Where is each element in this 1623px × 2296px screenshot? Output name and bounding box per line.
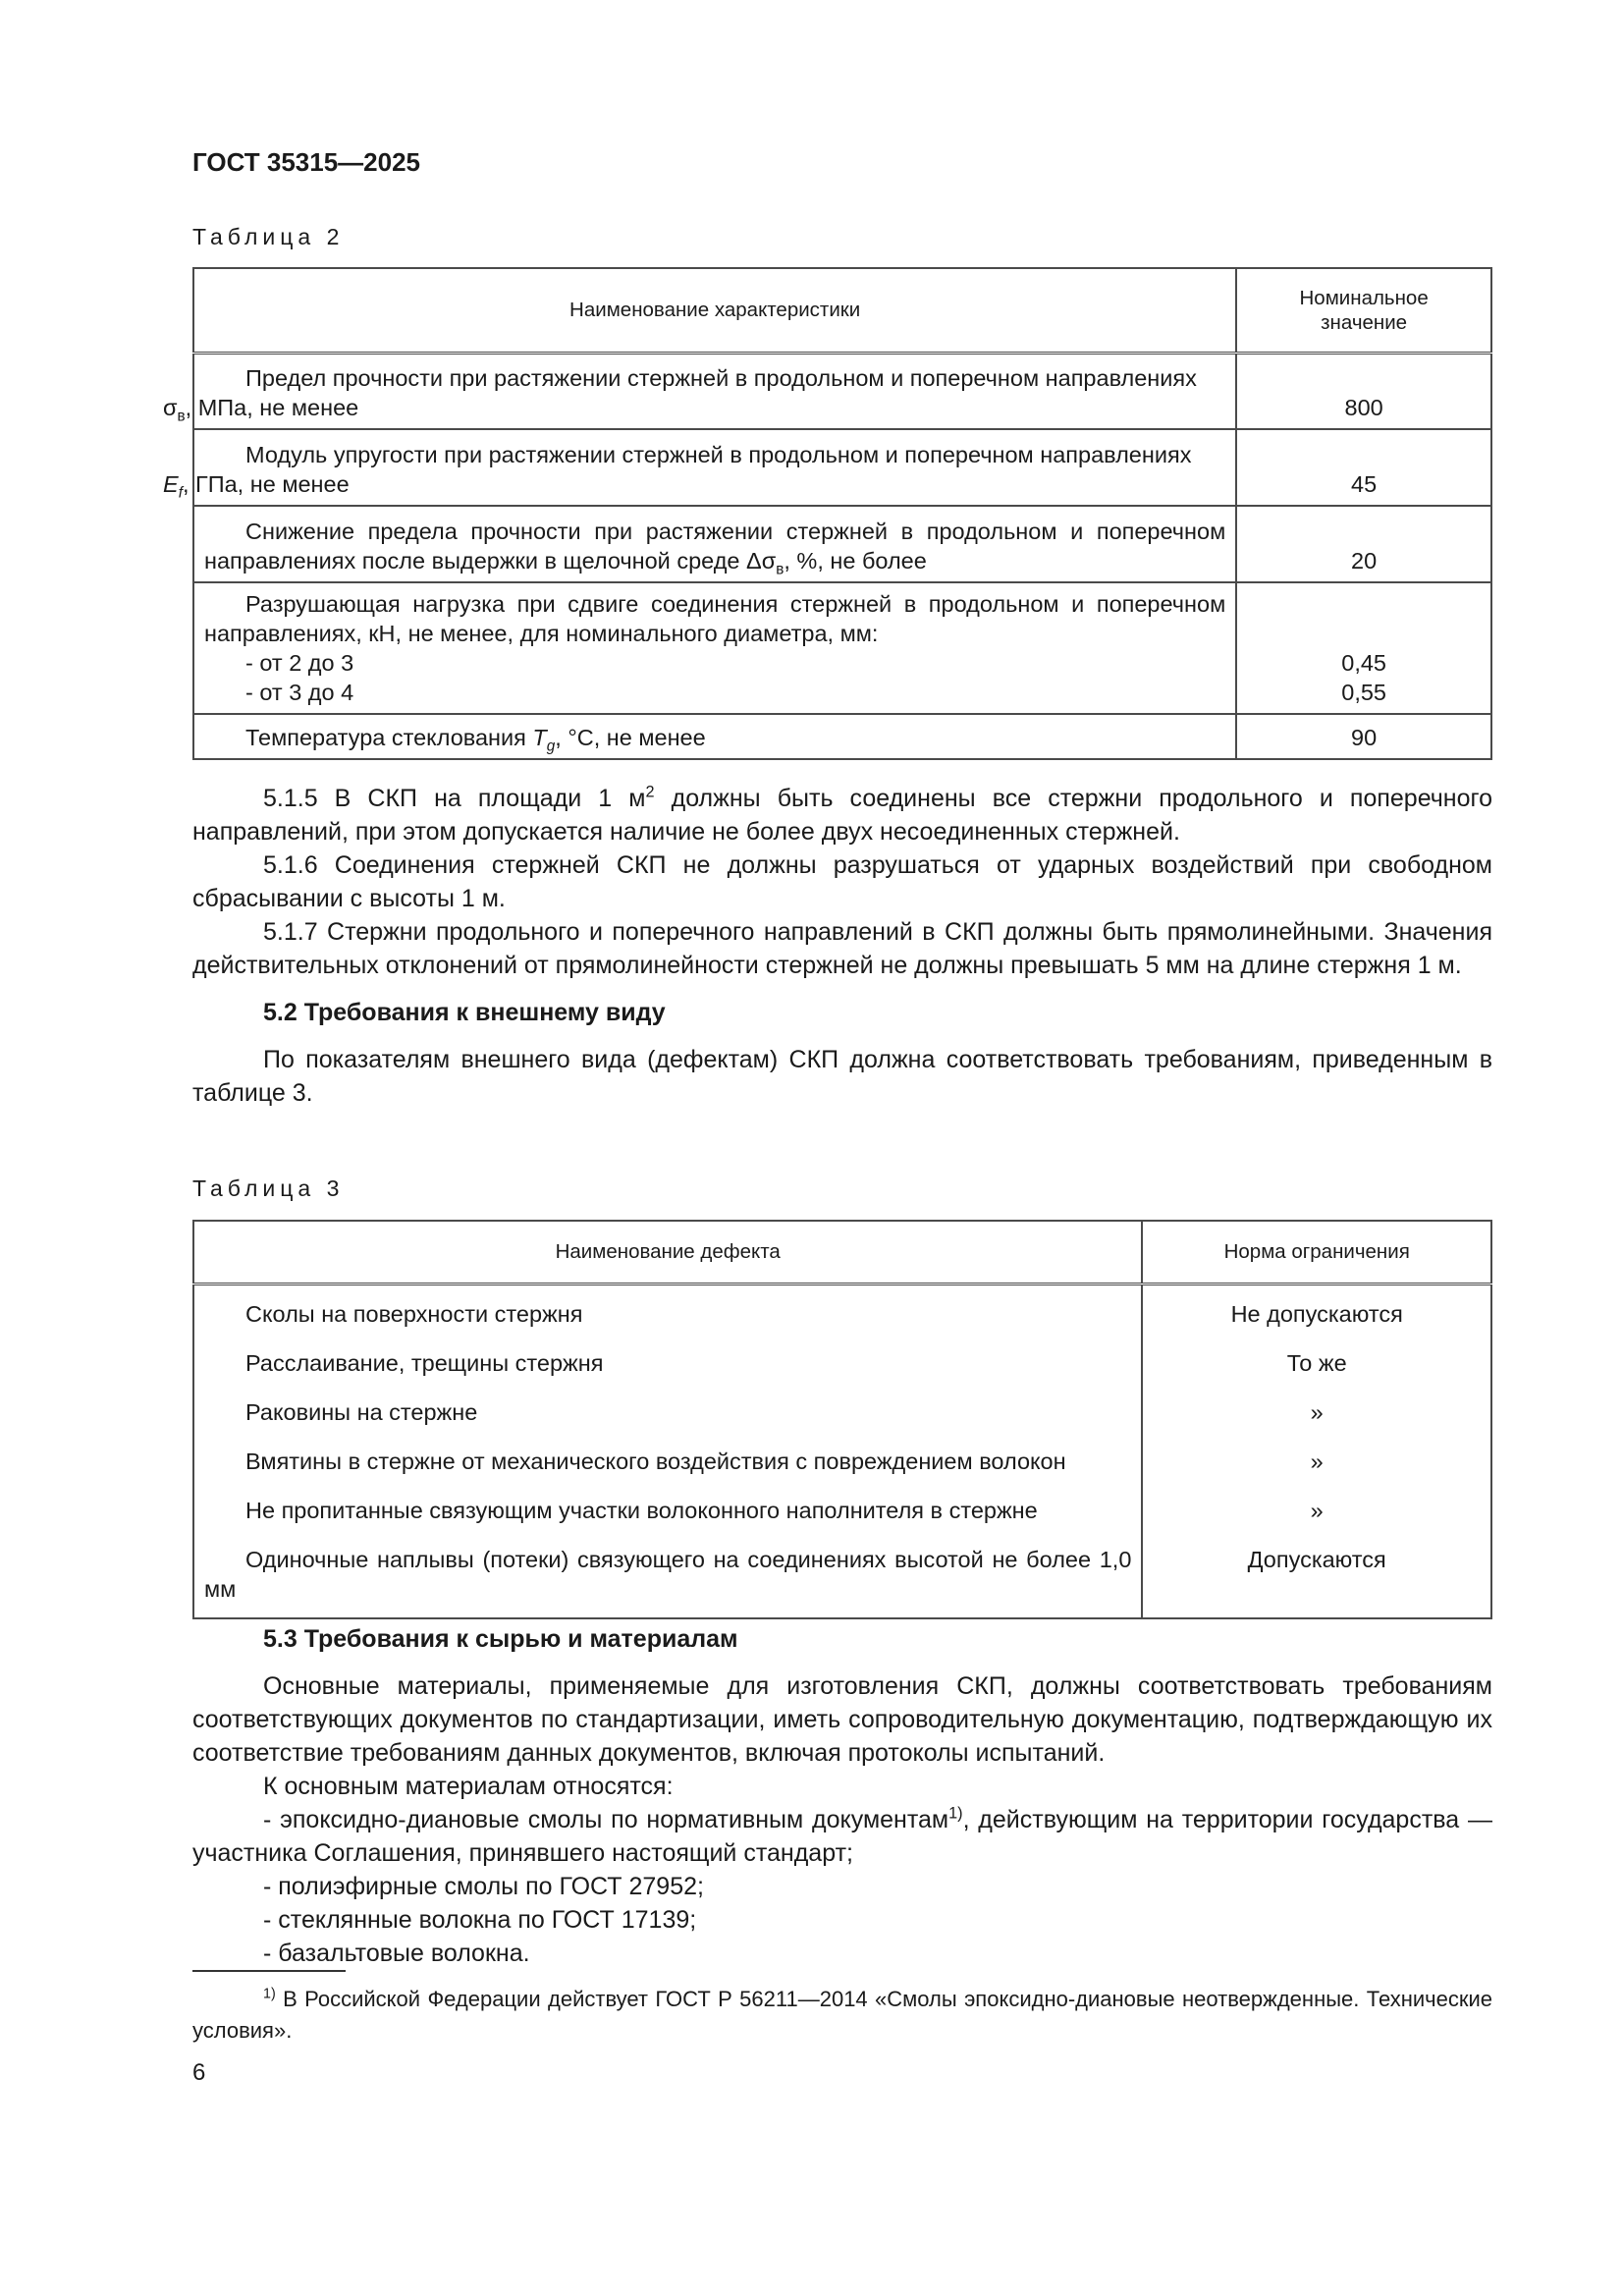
- table-row: [193, 1284, 1491, 1337]
- table3-header-norm: Норма ограничения: [1142, 1221, 1491, 1284]
- row-text-rest: , °С, не менее: [555, 725, 706, 750]
- list-item: - стеклянные волокна по ГОСТ 17139;: [263, 1906, 697, 1934]
- table-row: [193, 1435, 1491, 1484]
- table3-cell-norm: Не допускаются: [1142, 1284, 1491, 1337]
- table-row: [193, 353, 1491, 429]
- table3-cell-name: Не пропитанные связующим участки волоконного наполнителя в стержне: [193, 1484, 1142, 1533]
- paragraph-5-3: Основные материалы, применяемые для изготовления СКП, должны соответствовать требованиям соответствующих документов по стандартизации, иметь сопроводительную документацию, подтверждающую их соответствие требованиям данных документов, включая протоколы испытаний.: [192, 1672, 1492, 1767]
- table2-header-value: [1236, 268, 1491, 353]
- table3-cell-name: Раковины на стержне: [193, 1386, 1142, 1435]
- table3: [192, 1220, 1492, 1619]
- table2-header-value-line2: значение: [1321, 310, 1408, 334]
- symbol-subscript: f: [178, 484, 183, 502]
- symbol: σ: [163, 395, 178, 420]
- paragraph-5-1-5: [192, 782, 1492, 848]
- table2-cell-name: [193, 714, 1236, 759]
- table3-header-row: [193, 1221, 1491, 1284]
- table2-cell-name: [193, 506, 1236, 582]
- table2-cell-value: 90: [1236, 714, 1491, 759]
- table3-cell-norm: »: [1142, 1386, 1491, 1435]
- table3-caption: Таблица 3: [192, 1175, 345, 1201]
- symbol-subscript: g: [546, 738, 556, 755]
- table2-header-value-line1: Номинальное: [1299, 286, 1429, 309]
- footnote-divider: [192, 1970, 346, 1972]
- table3-cell-norm: »: [1142, 1484, 1491, 1533]
- section-text-b: [192, 1622, 1492, 1970]
- table-row: [193, 429, 1491, 506]
- table2-caption: Таблица 2: [192, 224, 345, 249]
- table2-header-row: [193, 268, 1491, 353]
- row-text: Температура стеклования: [245, 725, 533, 750]
- table2-header-name: Наименование характеристики: [193, 268, 1236, 353]
- list-item: - от 2 до 3: [245, 650, 354, 676]
- table-row: [193, 714, 1491, 759]
- table-row: [193, 506, 1491, 582]
- symbol-subscript: в: [177, 408, 186, 425]
- table-row: [193, 1533, 1491, 1618]
- table3-cell-name: Расслаивание, трещины стержня: [193, 1337, 1142, 1386]
- list-item-text: , действующим на территории государства — участника Соглашения, принявшего настоящий стандарт;: [192, 1806, 1492, 1867]
- footnote: [192, 1984, 1492, 2047]
- table2-cell-name: [193, 582, 1236, 714]
- symbol: E: [163, 471, 179, 497]
- list-item: - базальтовые волокна.: [263, 1940, 530, 1967]
- paragraph-5-2: По показателям внешнего вида (дефектам) СКП должна соответствовать требованиям, приведенным в таблице 3.: [192, 1046, 1492, 1107]
- row-text-rest: , %, не более: [784, 548, 927, 574]
- row-symbol-line: [163, 393, 359, 425]
- table2-cell-value: 45: [1236, 429, 1491, 506]
- row-text: Модуль упругости при растяжении стержней в продольном и поперечном направлениях: [245, 442, 1192, 467]
- row-text: Снижение предела прочности при растяжении стержней в продольном и поперечном направлениях после выдержки в щелочной среде Δσ: [204, 519, 1226, 574]
- symbol: T: [532, 725, 547, 750]
- list-item: [192, 1803, 1492, 1870]
- table-row: [193, 1386, 1491, 1435]
- list-item-text: - эпоксидно-диановые смолы по нормативным документам: [263, 1806, 949, 1833]
- footnote-text: В Российской Федерации действует ГОСТ Р 56211—2014 «Смолы эпоксидно-диановые неотвержденные. Технические условия».: [192, 1987, 1492, 2043]
- table3-cell-name: Одиночные наплывы (потеки) связующего на соединениях высотой не более 1,0 мм: [193, 1533, 1142, 1618]
- document-number: ГОСТ 35315—2025: [192, 147, 420, 177]
- footnote-mark: 1): [263, 1986, 276, 2002]
- section-text-a: [192, 782, 1492, 1110]
- value-item: 0,55: [1341, 680, 1386, 705]
- table3-header-name: Наименование дефекта: [193, 1221, 1142, 1284]
- superscript: 2: [645, 783, 655, 801]
- page-number: 6: [192, 2059, 206, 2086]
- value-item: 0,45: [1341, 650, 1386, 676]
- table2: [163, 267, 1492, 760]
- paragraph-text: должны быть соединены все стержни продольного и поперечного направлений, при этом допускается наличие не более двух несоединенных стержней.: [192, 785, 1492, 846]
- symbol-subscript: в: [776, 561, 784, 578]
- table3-cell-norm: То же: [1142, 1337, 1491, 1386]
- list-item: - полиэфирные смолы по ГОСТ 27952;: [263, 1873, 704, 1900]
- table3-cell-name: Сколы на поверхности стержня: [193, 1284, 1142, 1337]
- paragraph-5-1-6: 5.1.6 Соединения стержней СКП не должны разрушаться от ударных воздействий при свободном сбрасывании с высоты 1 м.: [192, 851, 1492, 912]
- table3-cell-norm: »: [1142, 1435, 1491, 1484]
- heading-5-3: 5.3 Требования к сырью и материалам: [263, 1625, 738, 1653]
- list-item: - от 3 до 4: [245, 680, 354, 705]
- table2-cell-value: [1236, 582, 1491, 714]
- table-row: [193, 1484, 1491, 1533]
- table-row: [193, 582, 1491, 714]
- table2-cell-name: [163, 353, 1236, 429]
- row-text-rest: , МПа, не менее: [185, 395, 359, 420]
- table3-cell-name: Вмятины в стержне от механического воздействия с повреждением волокон: [193, 1435, 1142, 1484]
- row-symbol-line: [163, 469, 350, 502]
- table2-cell-value: 800: [1236, 353, 1491, 429]
- heading-5-2: 5.2 Требования к внешнему виду: [263, 999, 666, 1026]
- row-text: Разрушающая нагрузка при сдвиге соединения стержней в продольном и поперечном направлениях, кН, не менее, для номинального диаметра, мм:: [204, 591, 1226, 646]
- table2-cell-name: [163, 429, 1236, 506]
- row-text: Предел прочности при растяжении стержней в продольном и поперечном направлениях: [245, 365, 1197, 391]
- table-row: [193, 1337, 1491, 1386]
- paragraph-text: 5.1.5 В СКП на площади 1 м: [263, 785, 646, 812]
- footnote-ref: 1): [948, 1804, 963, 1823]
- table2-cell-value: 20: [1236, 506, 1491, 582]
- row-text-rest: , ГПа, не менее: [182, 471, 350, 497]
- paragraph-5-3-list-intro: К основным материалам относятся:: [263, 1773, 674, 1800]
- paragraph-5-1-7: 5.1.7 Стержни продольного и поперечного направлений в СКП должны быть прямолинейными. Значения действительных отклонений от прямолинейности стержней не должны превышать 5 мм на длине стержня 1 м.: [192, 918, 1492, 979]
- table3-cell-norm: Допускаются: [1142, 1533, 1491, 1618]
